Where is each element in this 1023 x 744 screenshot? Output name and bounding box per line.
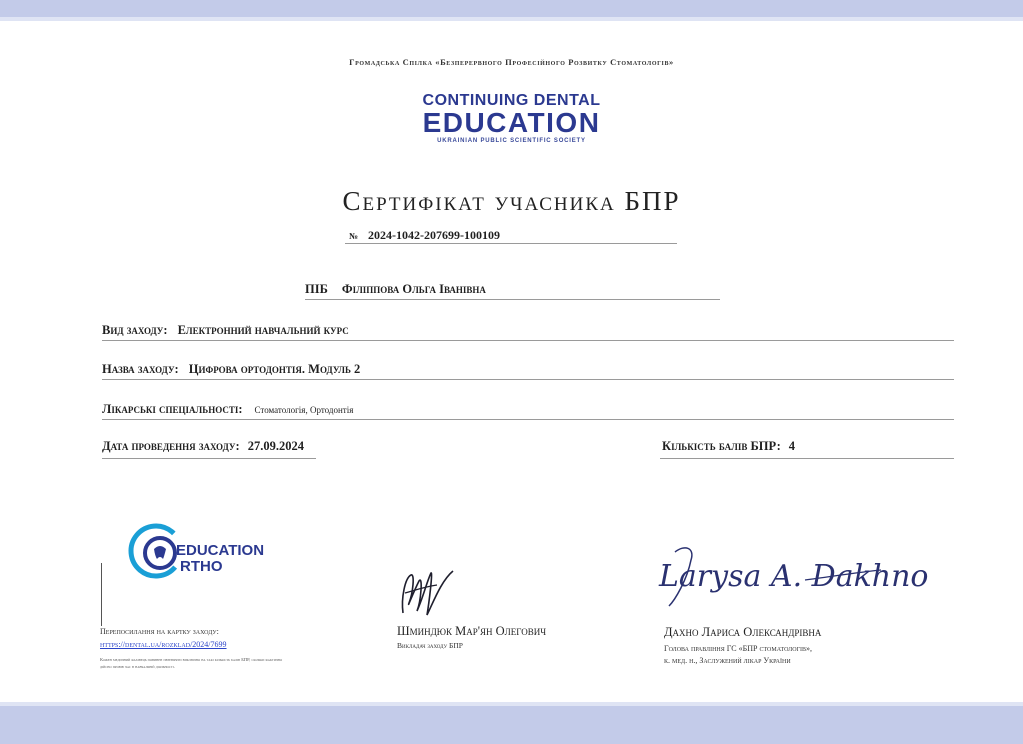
signatory-2-role-line-1: Голова правління ГС «БПР стоматологів», — [664, 644, 812, 653]
points-value: 4 — [788, 439, 795, 453]
logo-line-2: EDUCATION — [422, 107, 601, 138]
certificate-number-row — [345, 228, 677, 244]
certificate-number-label: № — [349, 231, 359, 241]
points-underline — [660, 458, 954, 459]
tooth-icon — [154, 546, 166, 559]
specialties-row — [102, 402, 954, 420]
logo-line-1: CONTINUING DENTAL — [422, 92, 601, 109]
ortho-logo-line-2: RTHO — [180, 558, 223, 575]
date-label: Дата проведення заходу: — [102, 439, 240, 453]
points-label: Кількість балів БПР: — [662, 439, 781, 453]
logo-line-3: UKRAINIAN PUBLIC SCIENTIFIC SOCIETY — [437, 138, 586, 144]
signatory-2-role — [664, 643, 812, 667]
education-ortho-logo — [128, 523, 265, 583]
signatory-1-role: Викладач заходу БПР — [397, 641, 463, 650]
bottom-border-band — [0, 706, 1023, 744]
date-underline — [102, 458, 316, 459]
event-type-row — [102, 323, 954, 341]
event-type: Електронний навчальний курс — [177, 323, 349, 337]
link-label: Перепосилання на картку заходу: — [100, 627, 219, 636]
signature-1 — [393, 563, 463, 625]
ortho-logo-line-1: EDUCATION — [176, 542, 265, 559]
disclaimer-note: Кожен медичний фахівець повинен перевіряти виключно на такі кількість балів БПР, скільки фактично дійсно провів час в навчальній діяльності. — [100, 657, 283, 669]
participant-name: Філіппова Ольга Іванівна — [341, 282, 486, 296]
signatory-2-role-line-2: к. мед. н., Заслужений лікар України — [664, 656, 791, 665]
date-points-row — [102, 439, 954, 456]
specialties-label: Лікарські спеціальності: — [102, 402, 243, 416]
certificate-number: 2024-1042-207699-100109 — [368, 228, 501, 242]
event-type-label: Вид заходу: — [102, 323, 168, 337]
cde-logo — [0, 93, 1023, 144]
signature-2-text: Larysa A. Dakhno — [659, 559, 929, 594]
participant-row — [305, 282, 720, 300]
certificate-title: Сертифікат учасника БПР — [342, 186, 681, 216]
top-border-band-light — [0, 17, 1023, 21]
points-group — [662, 439, 795, 454]
vertical-divider — [101, 563, 102, 626]
participant-label: ПІБ — [305, 282, 328, 296]
specialties: Стоматологія, Ортодонтія — [254, 405, 354, 415]
event-link[interactable]: https://dental.ua/rozklad/2024/7699 — [100, 640, 227, 649]
signatory-2-name: Дахно Лариса Олександрівна — [664, 625, 822, 639]
signatory-1-name: Шминдюк Мар'ян Олегович — [397, 624, 547, 638]
top-border-band — [0, 0, 1023, 17]
event-name-row — [102, 362, 954, 380]
event-name: Цифрова ортодонтія. Модуль 2 — [188, 362, 361, 376]
signature-2 — [655, 540, 929, 612]
event-date: 27.09.2024 — [247, 439, 304, 453]
event-name-label: Назва заходу: — [102, 362, 179, 376]
organization-name: Громадська Спілка «Безперервного Професійного Розвитку Стоматологів» — [349, 57, 674, 67]
